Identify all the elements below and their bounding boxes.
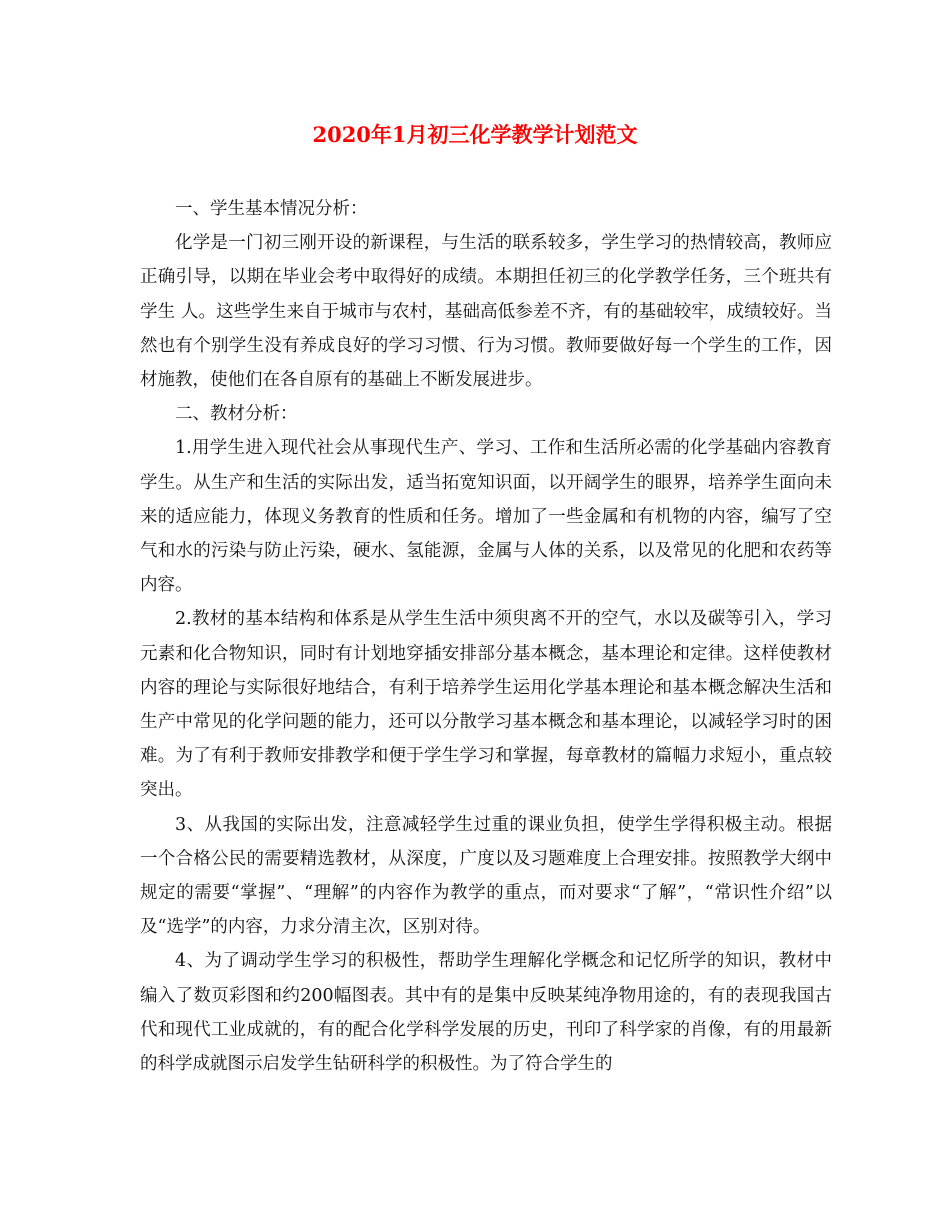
paragraph: 3、从我国的实际出发，注意减轻学生过重的课业负担，使学生学得积极主动。根据一个合格公民的需要精选教材，从深度，广度以及习题难度上合理安排。按照教学大纲中规定的需要“掌握”、“理解”的内容作为教学的重点，而对要求“了解”，“常识性介绍”以及“选学”的内容，力求分清主次，区别对待。 xyxy=(140,814,832,938)
document-title: 2020年1月初三化学教学计划范文 xyxy=(312,122,638,147)
document-body xyxy=(140,192,832,1081)
paragraph: 4、为了调动学生学习的积极性，帮助学生理解化学概念和记忆所学的知识，教材中编入了数页彩图和约200幅图表。其中有的是集中反映某纯净物用途的，有的表现我国古代和现代工业成就的，有的配合化学科学发展的历史，刊印了科学家的肖像，有的用最新的科学成就图示启发学生钻研科学的积极性。为了符合学生的 xyxy=(140,951,832,1075)
paragraph: 2.教材的基本结构和体系是从学生生活中须臾离不开的空气，水以及碳等引入，学习元素和化合物知识，同时有计划地穿插安排部分基本概念，基本理论和定律。这样使教材内容的理论与实际很好地结合，有利于培养学生运用化学基本理论和基本概念解决生活和生产中常见的化学问题的能力，还可以分散学习基本概念和基本理论，以减轻学习时的困难。为了有利于教师安排教学和便于学生学习和掌握，每章教材的篇幅力求短小，重点较突出。 xyxy=(140,609,832,801)
section-heading-textbook-analysis: 二、教材分析： xyxy=(175,404,298,425)
paragraph: 化学是一门初三刚开设的新课程，与生活的联系较多，学生学习的热情较高，教师应正确引导，以期在毕业会考中取得好的成绩。本期担任初三的化学教学任务，三个班共有学生 人。这些学生来自于城市与农村，基础高低参差不齐，有的基础较牢，成绩较好。当然也有个别学生没有养成良好的学习习惯、行为习惯。教师要做好每一个学生的工作，因材施教，使他们在各自原有的基础上不断发展进步。 xyxy=(140,233,832,391)
section-heading-student-analysis: 一、学生基本情况分析： xyxy=(175,199,368,219)
paragraph: 1.用学生进入现代社会从事现代生产、学习、工作和生活所必需的化学基础内容教育学生。从生产和生活的实际出发，适当拓宽知识面，以开阔学生的眼界，培养学生面向未来的适应能力，体现义务教育的性质和任务。增加了一些金属和有机物的内容，编写了空气和水的污染与防止污染，硬水、氢能源，金属与人体的关系，以及常见的化肥和农药等内容。 xyxy=(140,438,832,596)
